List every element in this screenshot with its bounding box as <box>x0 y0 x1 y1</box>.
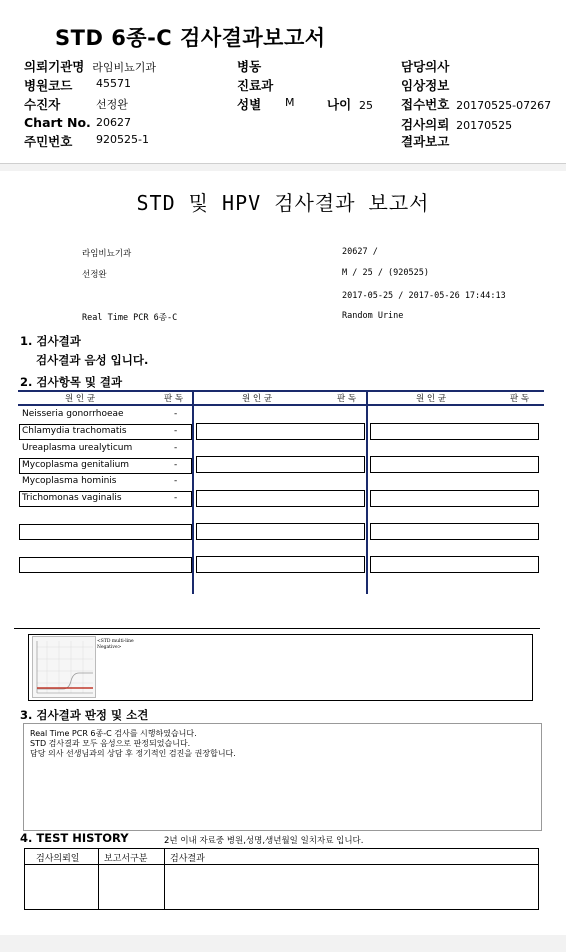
table-row-result: - <box>174 476 178 486</box>
col-header-pathogen: 원 인 균 <box>242 394 273 404</box>
table-row-pathogen: Chlamydia trachomatis <box>22 426 127 436</box>
header-field-clinical-info <box>401 76 449 94</box>
header-field-hospital-code <box>24 76 131 94</box>
table-row-box-empty <box>370 523 539 540</box>
header-field-chart-no <box>24 115 131 130</box>
field-label: 병동 <box>237 59 262 74</box>
table-row-box-empty <box>19 524 192 540</box>
field-value: 20170525 <box>456 119 513 132</box>
section-1-title: 1. 검사결과 <box>20 334 81 348</box>
info-dates: 2017-05-25 / 2017-05-26 17:44:13 <box>342 291 506 301</box>
table-divider <box>192 390 194 594</box>
section-2-title: 2. 검사항목 및 결과 <box>20 375 123 389</box>
history-note: 2년 이내 자료중 병원,성명,생년월일 일치자료 입니다. <box>164 836 364 846</box>
field-label: 병원코드 <box>24 78 73 93</box>
info-specimen: Random Urine <box>342 311 404 321</box>
divider <box>14 628 540 629</box>
field-value: 20170525-07267 <box>456 99 552 112</box>
opinion-line: STD 검사결과 모두 음성으로 판정되었습니다. <box>30 739 191 748</box>
opinion-text <box>30 729 236 759</box>
header-field-receipt-no <box>401 95 551 113</box>
graph-legend-line: Negative> <box>97 645 122 650</box>
header-field-doctor <box>401 57 449 75</box>
header-field-age <box>327 95 373 113</box>
field-label: 수진자 <box>24 97 61 112</box>
field-value: 라임비뇨기과 <box>92 61 156 74</box>
field-label: Chart No. <box>24 115 91 130</box>
section-4-title: 4. TEST HISTORY <box>20 831 129 845</box>
report-title: STD 및 HPV 검사결과 보고서 <box>136 191 430 215</box>
header-field-request-date <box>401 115 512 133</box>
header-field-sex <box>237 95 295 113</box>
table-row-box-empty <box>196 523 365 540</box>
header-field-result-report <box>401 132 449 150</box>
info-patient: 선정완 <box>82 270 107 280</box>
field-label: 의뢰기관명 <box>24 59 85 74</box>
table-row-result: - <box>174 493 178 503</box>
table-row-box-empty <box>370 456 539 473</box>
field-value: 25 <box>358 99 373 112</box>
header-field-department <box>237 76 273 94</box>
col-header-pathogen: 원 인 균 <box>416 394 447 404</box>
history-col-divider <box>98 848 99 909</box>
table-row-result: - <box>174 460 178 470</box>
info-hospital: 라임비뇨기과 <box>82 249 132 259</box>
info-sex-age: M / 25 / (920525) <box>342 268 429 278</box>
table-row-pathogen: Mycoplasma genitalium <box>22 460 130 470</box>
table-row-result: - <box>174 443 178 453</box>
table-row-box-empty <box>196 423 365 440</box>
table-row-pathogen: Mycoplasma hominis <box>22 476 117 486</box>
field-label: 결과보고 <box>401 134 450 149</box>
field-value: 20627 <box>96 116 131 129</box>
opinion-line: 담당 의사 선생님과의 상담 후 정기적인 검진을 권장합니다. <box>30 749 236 758</box>
table-row-box-empty <box>370 556 539 573</box>
header-field-hospital <box>24 57 156 75</box>
field-label: 접수번호 <box>401 97 450 112</box>
table-row-box-empty <box>196 490 365 507</box>
header-field-patient <box>24 95 128 113</box>
table-divider <box>366 390 368 594</box>
header-field-ward <box>237 57 261 75</box>
pcr-amplification-plot <box>32 636 96 698</box>
table-row-box-empty <box>370 490 539 507</box>
header-field-resident-no <box>24 132 149 150</box>
field-label: 주민번호 <box>24 134 73 149</box>
field-label: 성별 <box>237 97 262 112</box>
col-header-pathogen: 원 인 균 <box>65 394 96 404</box>
info-chart: 20627 / <box>342 247 378 257</box>
history-header-line <box>24 864 538 865</box>
col-header-judge: 판 독 <box>510 394 530 404</box>
document-title: STD 6종-C 검사결과보고서 <box>55 26 326 50</box>
col-header-judge: 판 독 <box>337 394 357 404</box>
history-col-header: 보고서구분 <box>104 854 148 864</box>
graph-legend <box>97 639 134 651</box>
history-col-header: 검사결과 <box>170 854 205 864</box>
info-method: Real Time PCR 6종-C <box>82 313 178 323</box>
table-row-box-empty <box>370 423 539 440</box>
field-label: 담당의사 <box>401 59 450 74</box>
table-row-box-empty <box>196 456 365 473</box>
table-top-line <box>18 390 544 392</box>
history-col-header: 검사의뢰일 <box>36 854 80 864</box>
field-value: 45571 <box>96 77 131 90</box>
table-row-result: - <box>174 409 178 419</box>
table-row-result: - <box>174 426 178 436</box>
field-value: 920525-1 <box>96 133 149 146</box>
field-label: 임상정보 <box>401 78 450 93</box>
table-row-pathogen: Trichomonas vaginalis <box>22 493 122 503</box>
field-label: 나이 <box>327 97 352 112</box>
table-row-pathogen: Neisseria gonorrhoeae <box>22 409 124 419</box>
section-3-title: 3. 검사결과 판정 및 소견 <box>20 708 149 722</box>
table-row-box-empty <box>196 556 365 573</box>
field-label: 진료과 <box>237 78 274 93</box>
section-1-result-text: 검사결과 음성 입니다. <box>36 353 149 367</box>
table-row-box-empty <box>19 557 192 573</box>
opinion-line: Real Time PCR 6종-C 검사를 시행하였습니다. <box>30 729 197 738</box>
table-header-line <box>18 404 544 406</box>
field-value: M <box>285 96 295 109</box>
col-header-judge: 판 독 <box>164 394 184 404</box>
table-row-pathogen: Ureaplasma urealyticum <box>22 443 133 453</box>
history-col-divider <box>164 848 165 909</box>
history-table <box>24 848 539 910</box>
pcr-curve-graphic <box>33 637 95 697</box>
field-value: 선정완 <box>96 98 128 111</box>
graph-legend-line: <STD multi-line <box>97 639 134 644</box>
field-label: 검사의뢰 <box>401 117 450 132</box>
